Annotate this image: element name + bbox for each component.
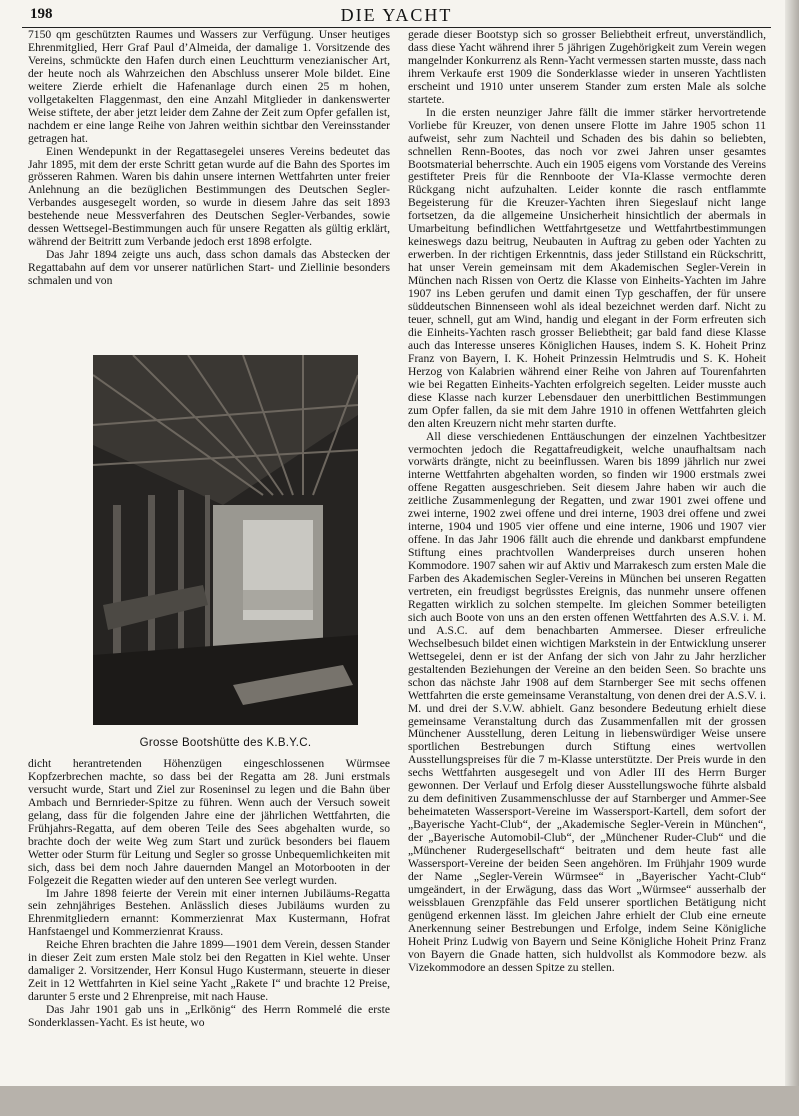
boathouse-photo — [93, 355, 358, 725]
scan-bottom-strip — [0, 1086, 799, 1116]
paragraph: dicht herantretenden Höhenzügen eingeschlossenen Würmsee Kopfzerbrechen machte, so dass bei der Regatta am 28. Juni erstmals versucht wurde, Start und Ziel zur Roseninsel zu legen und die Bahn über Ambach und Bernrieder-Spitze zu führen. Wenn auch der Versuch soweit gelang, dass für die folgenden Jahre eine der jährlichen Wettfahrten, die Frühjahrs-Regatta, auf dem oberen Teile des Sees abgehalten wurde, so brachte doch der weite Weg zum Start und zurück besonders bei flauem Wetter oder Sturm für Leitung und Segler so grosse Unbequemlichkeiten mit sich, dass bei dem noch Jahre dauernden Mangel an Motorbooten in der Folgezeit die Regatten wieder auf den unteren See verlegt wurden. — [28, 758, 390, 887]
paragraph: gerade dieser Bootstyp sich so grosser Beliebtheit erfreut, unverständlich, dass diese Yacht während ihrer 5 jährigen Zugehörigkeit zum Verein wegen mangelnder Konkurrenz als Renn-Yacht vermessen starten musste, dass nach ihrem Verkaufe erst 1909 die Sonderklasse wieder in unseren Yachtlisten erscheint und 1910 unter unserem Stander zum ersten Male als solche startete. — [408, 29, 766, 106]
left-column-top — [28, 29, 390, 349]
page-edge-shadow — [785, 0, 799, 1086]
running-header — [22, 5, 771, 28]
paragraph: In die ersten neunziger Jahre fällt die immer stärker hervortretende Vorliebe für Kreuzer, von denen unsere Flotte im Jahre 1905 schon 11 aufweist, sehr zum Nachteil und Schaden des bis dahin so beliebten, schnellen Renn-Bootes, das noch vor zwei Jahren unser gesamtes Bootsmaterial beherrschte. Auch ein 1905 eigens vom Vorstande des Vereins gestifteter Preis für die Rennboote der VIa-Klasse vermochte deren Rückgang nicht aufzuhalten. Leider konnte die rasch entflammte Begeisterung für die Kreuzer-Yachten ihren Siegeslauf nicht lange fortsetzen, da die allgemeine Unsicherheit hinsichtlich der abermals in Umarbeitung befindlichen Wettfahrtgesetze und Wettfahrtbestimmungen keineswegs dazu beitrug, Neubauten in Auftrag zu geben oder Yachten zu erwerben. In der richtigen Erkenntnis, dass jeder Stillstand ein Rückschritt, hat unser Verein gemeinsam mit dem Akademischen Segler-Verein in München nach Rissen von Oertz die Klasse von Einheits-Yachten im Jahre 1907 ins Leben gerufen und damit einen Typ geschaffen, der für unsere süddeutschen Binnenseen wohl als ideal bezeichnet werden darf. Nicht zu teuer, schnell, gut am Wind, handig und elegant in der Form erfreuten sich die Einheits-Yachten rasch grosser Beliebtheit; gar bald fand diese Klasse auch das Interesse unseres Königlichen Hauses, indem S. K. Hoheit Prinz Franz von Bayern, I. K. Hoheit Prinzessin Helmtrudis und S. K. Hoheit Herzog von Kalabrien während einer Reihe von Jahren auf Tourenfahrten wie bei Regatten Einheits-Yachten erfolgreich segelten. Leider musste auch diese Klasse nach kurzer Lebensdauer den unerbittlichen Bestimmungen zum Opfer fallen, da sie mit dem Jahre 1910 in offenen Wettfahrten gleich den alten Kreuzern nicht mehr starten durfte. — [408, 105, 766, 430]
figure-caption: Grosse Bootshütte des K.B.Y.C. — [139, 737, 312, 749]
paragraph: All diese verschiedenen Enttäuschungen der einzelnen Yachtbesitzer vermochten jedoch die Regattafreudigkeit, welche unaufhaltsam nach vorwärts drängte, nicht zu beeinflussen. Waren bis 1899 jährlich nur zwei interne Wettfahrten abgehalten worden, so finden wir 1900 erstmals zwei offene Regatten ausgeschrieben. Seit diesem Jahre haben wir auch die zeitliche Zusammenlegung der Regatten, und zwar 1901 zwei offene und zwei interne, 1902 zwei offene und drei interne, 1903 drei offene und zwei interne, 1904 und 1905 vier offene und eine interne, 1906 und 1907 vier offene. In das Jahr 1906 fällt auch die ehrende und dankbarst empfundene Stiftung eines prachtvollen Wanderpreises durch unseren hohen Kommodore. 1907 sahen wir auf Aktiv und Marrakesch zum ersten Male die Farben des Akademischen Segler-Vereins in München bei unseren Regatten vertreten, ein freudigst begrüsstes Ereignis, das nunmehr unsere offenen Regatten wirklich zu solchen stempelte. Im gleichen Sommer beteiligten sich auch Boote von uns an den ersten offenen Wettfahrten des A.S.V. i. M. und A.S.C. auf dem benachbarten Ammersee. Dieser erfreuliche Wechselbesuch bildet einen wichtigen Markstein in der Entwicklung unserer Wettsegelei, denn er ist der Anfang der sich von Jahr zu Jahr herzlicher gestaltenden Beziehungen der Vereine an den beiden Seen. So brachte uns schon das nächste Jahr 1908 auf dem Starnberger See mit sechs offenen Wettfahrten die erste gemeinsame Veranstaltung, von denen drei der A.S.V. i. M. und drei der S.V.W. abhielt. Ganz besondere Bedeutung erhielt diese gemeinsame Veranstaltung durch das Zusammenfallen mit der grossen Münchener Ausstellung, deren Leitung in liebenswürdiger Weise unsere sportlichen Bestrebungen durch Stiftung eines wertvollen Ausstellungspreises für die 7 m-Klasse unterstützte. Der Preis wurde in den sechs Wettfahrten ausgesegelt und von Adler III des Herrn Burger gewonnen. Der Verlauf und Erfolg dieser Ausstellungswoche führte alsbald zu dem definitiven Zusammenschlusse der auf Starnberger und Ammer-See beheimateten Wassersport-Vereine im Wassersport-Kartell, dem sofort der „Bayerische Yacht-Club“, der „Akademische Segler-Verein in München“, der „Bayerische Automobil-Club“, der „Münchener Ruder-Club“ und die „Münchener Rudergesellschaft“ beitraten und dem heute fast alle Wassersport-Vereine der beiden Seen angehören. Im Frühjahr 1909 wurde der Name „Segler-Verein Würmsee“ in „Bayerischer Yacht-Club“ umgeändert, in der Erwägung, dass das Wort „Würmsee“ ausserhalb der weissblauen Grenzpfähle das Feld unserer sportlichen Betätigung nicht genügend erkennen lässt. Im gleichen Jahre erhielt der Club eine erneute Anerkennung seiner Bestrebungen und Erfolge, indem Seine Königliche Hoheit Prinz Ludwig von Bayern und Seine Königliche Hoheit Prinz Franz von Bayern die Gnade hatten, sich huldvollst als Kommodore bezw. als Vizekommodore an dessen Spitze zu stellen. — [408, 429, 766, 974]
left-column-bottom — [28, 758, 390, 1078]
paragraph: Reiche Ehren brachten die Jahre 1899—1901 dem Verein, dessen Stander in dieser Zeit zum ersten Male stolz bei den Regatten in Kiel wehte. Unser damaliger 2. Vorsitzender, Herr Konsul Hugo Kustermann, steuerte in dieser Zeit in 12 Wettfahrten in Kiel seine Yacht „Rakete I“ und brachte 12 Preise, darunter 5 erste und 2 Ehrenpreise, mit nach Hause. — [28, 938, 390, 1004]
paragraph: Das Jahr 1901 gab uns in „Erlkönig“ des Herrn Rommelé die erste Sonderklassen-Yacht. Es ist heute, wo — [28, 1003, 390, 1030]
running-title: DIE YACHT — [340, 5, 453, 25]
paragraph: 7150 qm geschützten Raumes und Wassers zur Verfügung. Unser heutiges Ehrenmitglied, Herr Graf Paul d’Almeida, der damalige 1. Vorsitzende des Vereins, schmückte den Hafen durch einen Leuchtturm venezianischer Art, der heute noch als Wahrzeichen den Abschluss unserer Mole bildet. Eine weitere Zierde erhielt die Hafenanlage durch einen 25 m hohen, vollgetakelten Flaggenmast, den eine Anzahl Mitglieder in dankenswerter Weise stiftete, der aber jetzt leider dem Zahne der Zeit zum Opfer gefallen ist, nachdem er eine lange Reihe von Jahren weithin sichtbar den Vereinsstander getragen hat. — [28, 29, 390, 145]
paragraph: Einen Wendepunkt in der Regattasegelei unseres Vereins bedeutet das Jahr 1895, mit dem der erste Schritt getan wurde auf die Bahn des Sportes im grösseren Rahmen. Waren bis dahin unsere internen Wettfahrten unter freier Anlehnung an die bezüglichen Bestimmungen des Deutschen Segler-Verbandes ausgesegelt worden, so wurde in diesem Jahre das seit 1893 bestehende neue Messverfahren des Deutschen Segler-Verbandes, sowie dessen Wettsegel-Bestimmungen auch für unsere Regatten als gültig erklärt, während der Beitritt zum Verbande jedoch erst 1898 erfolgte. — [28, 144, 390, 249]
page-number: 198 — [30, 6, 53, 22]
paragraph: Das Jahr 1894 zeigte uns auch, dass schon damals das Abstecken der Regattabahn auf dem vor unserer natürlichen Start- und Ziellinie besonders schmalen und von — [28, 248, 390, 288]
paragraph: Im Jahre 1898 feierte der Verein mit einer internen Jubiläums-Regatta sein zehnjähriges Bestehen. Anlässlich dieses Jubiläums wurden zu Ehrenmitgliedern ernannt: Kommerzienrat Max Kustermann, Hofrat Hanfstaengel und Kommerzienrat Krauss. — [28, 886, 390, 939]
right-column — [408, 29, 766, 1081]
